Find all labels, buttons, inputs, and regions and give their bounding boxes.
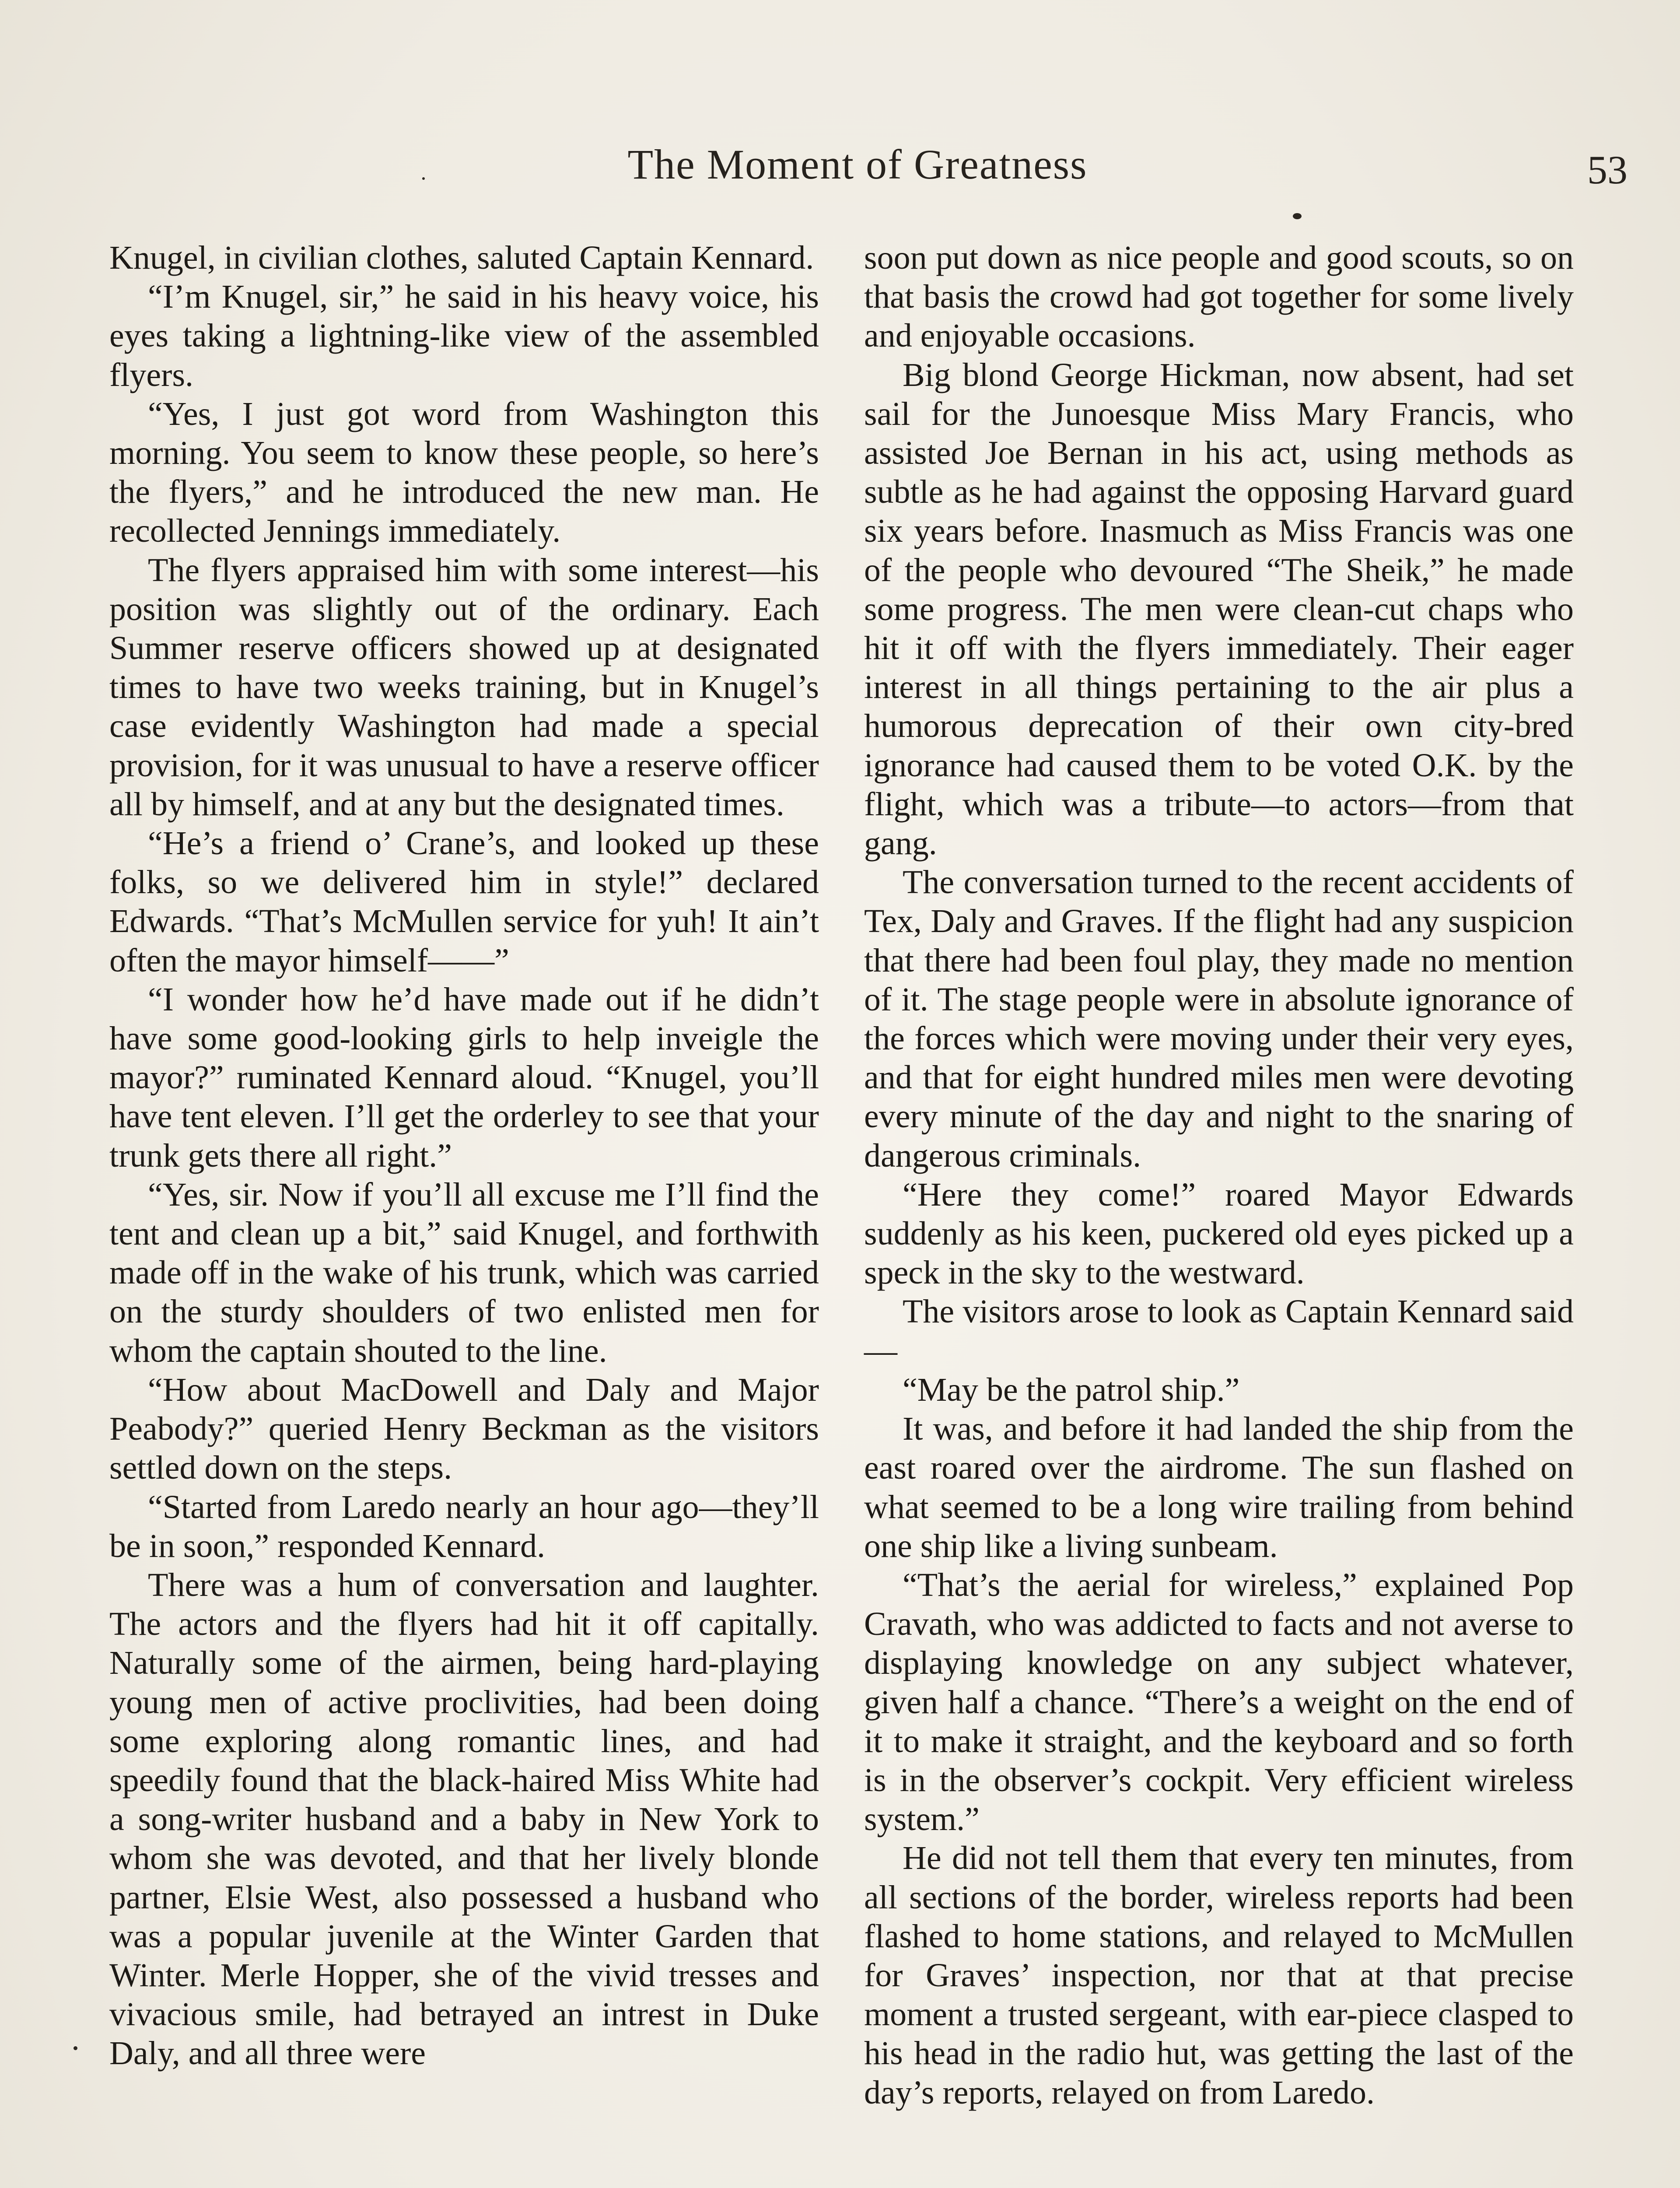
page-number: 53 xyxy=(1587,147,1628,192)
ink-speck xyxy=(1293,213,1302,219)
paragraph: He did not tell them that every ten minutes, from all sections of the border, wireless reports had been flashed to home stations, and relayed to McMullen for Graves’ inspection, nor that at that precise moment a trusted sergeant, with ear-piece clasped to his head in the radio hut, was getting the last of the day’s reports, relayed on from Laredo. xyxy=(864,1840,1574,2111)
paragraph: “Here they come!” roared Mayor Edwards suddenly as his keen, puckered old eyes picked up a speck in the sky to the westward. xyxy=(864,1176,1574,1291)
paragraph: The visitors arose to look as Captain Kennard said— xyxy=(864,1293,1574,1369)
paragraph: It was, and before it had landed the ship from the east roared over the airdrome. The sun flashed on what seemed to be a long wire trailing from behind one ship like a living sunbeam. xyxy=(864,1410,1574,1564)
paragraph: “Yes, I just got word from Washington this morning. You seem to know these people, so here’s the flyers,” and he introduced the new man. He recollected Jennings immediately. xyxy=(109,395,819,550)
paragraph: “I wonder how he’d have made out if he didn’t have some good-looking girls to help inveigle the mayor?” ruminated Kennard aloud. “Knugel, you’ll have tent eleven. I’ll get the orderley to see that your trunk gets there all right.” xyxy=(109,981,819,1174)
paragraph: “I’m Knugel, sir,” he said in his heavy voice, his eyes taking a lightning-like view of the assembled flyers. xyxy=(109,278,819,393)
paragraph: The flyers appraised him with some interest—his position was slightly out of the ordinary. Each Summer reserve officers showed up at designated times to have two weeks training, but in Knugel’s case evidently Washington had made a special provision, for it was unusual to have a reserve officer all by himself, and at any but the designated times. xyxy=(109,551,819,823)
paragraph: Big blond George Hickman, now absent, had set sail for the Junoesque Miss Mary Francis, who assisted Joe Bernan in his act, using methods as subtle as he had against the opposing Harvard guard six years before. Inasmuch as Miss Francis was one of the people who devoured “The Sheik,” he made some progress. The men were clean-cut chaps who hit it off with the flyers immediately. Their eager interest in all things pertaining to the air plus a humorous deprecation of their own city-bred ignorance had caused them to be voted O.K. by the flight, which was a tribute—to actors—from that gang. xyxy=(864,356,1574,862)
paragraph: “He’s a friend o’ Crane’s, and looked up these folks, so we delivered him in style!” declared Edwards. “That’s McMullen service for yuh! It ain’t often the mayor himself——” xyxy=(109,825,819,979)
left-column xyxy=(109,238,819,2073)
running-title: The Moment of Greatness xyxy=(627,141,1088,188)
right-column xyxy=(864,238,1574,2112)
paragraph: The conversation turned to the recent accidents of Tex, Daly and Graves. If the flight had any suspicion that there had been foul play, they made no mention of it. The stage people were in absolute ignorance of the forces which were moving under their very eyes, and that for eight hundred miles men were devoting every minute of the day and night to the snaring of dangerous criminals. xyxy=(864,864,1574,1174)
ink-speck xyxy=(74,2046,77,2050)
paragraph: Knugel, in civilian clothes, saluted Captain Kennard. xyxy=(109,239,814,276)
paragraph: “Started from Laredo nearly an hour ago—they’ll be in soon,” responded Kennard. xyxy=(109,1488,819,1564)
paragraph: “Yes, sir. Now if you’ll all excuse me I’ll find the tent and clean up a bit,” said Knugel, and forthwith made off in the wake of his trunk, which was carried on the sturdy shoulders of two enlisted men for whom the captain shouted to the line. xyxy=(109,1176,819,1369)
paragraph: There was a hum of conversation and laughter. The actors and the flyers had hit it off capitally. Naturally some of the airmen, being hard-playing young men of active proclivities, had been doing some exploring along romantic lines, and had speedily found that the black-haired Miss White had a song-writer husband and a baby in New York to whom she was devoted, and that her lively blonde partner, Elsie West, also possessed a husband who was a popular juvenile at the Winter Garden that Winter. Merle Hopper, she of the vivid tresses and vivacious smile, had betrayed an intrest in Duke Daly, and all three were xyxy=(109,1566,819,2072)
paragraph: soon put down as nice people and good scouts, so on that basis the crowd had got together for some lively and enjoyable occasions. xyxy=(864,239,1574,354)
paragraph: “That’s the aerial for wireless,” explained Pop Cravath, who was addicted to facts and not averse to displaying knowledge on any subject whatever, given half a chance. “There’s a weight on the end of it to make it straight, and the keyboard and so forth is in the observer’s cockpit. Very efficient wireless system.” xyxy=(864,1566,1574,1838)
ink-speck xyxy=(422,177,425,180)
paragraph: “May be the patrol ship.” xyxy=(903,1371,1240,1408)
paragraph: “How about MacDowell and Daly and Major Peabody?” queried Henry Beckman as the visitors settled down on the steps. xyxy=(109,1371,819,1487)
